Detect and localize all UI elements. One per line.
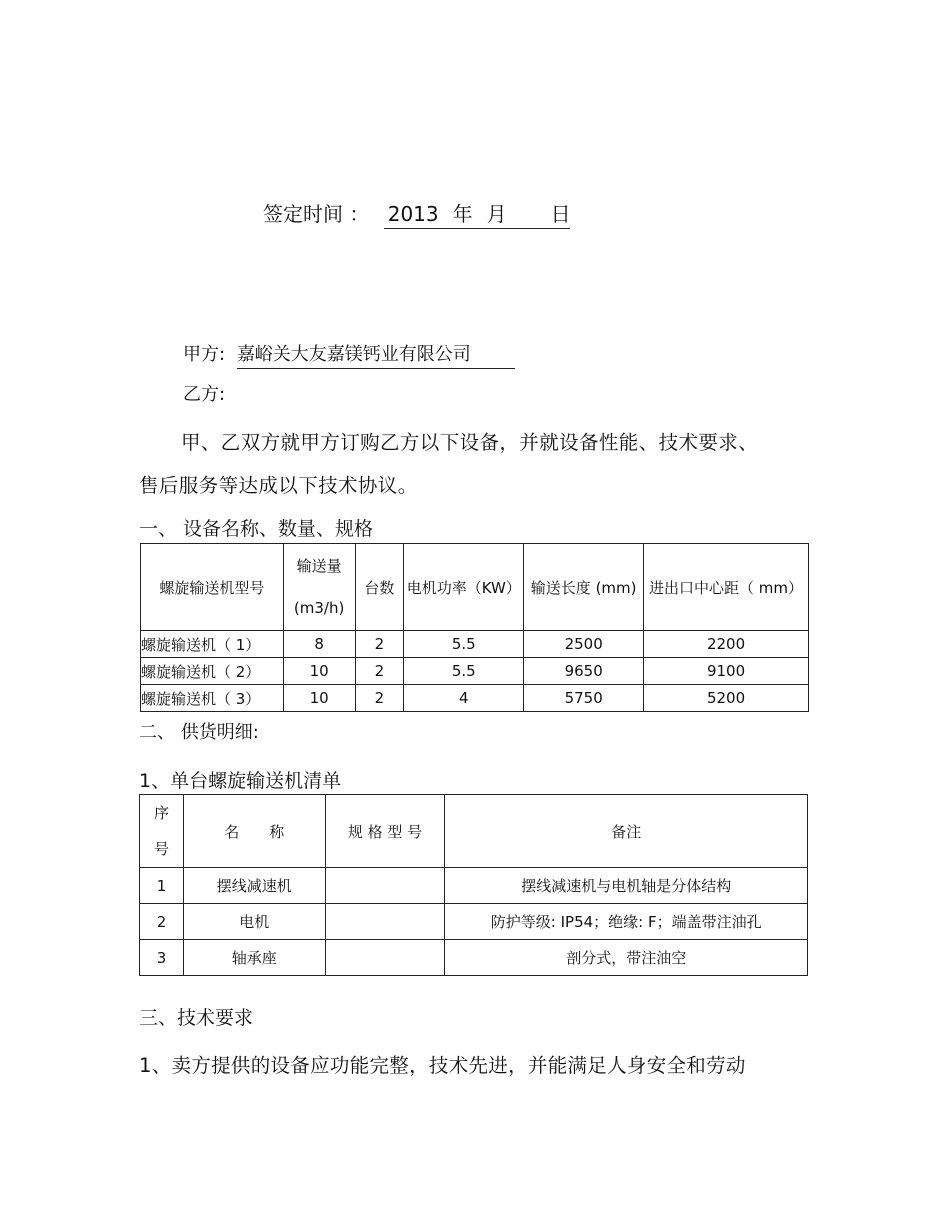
header-count: 台数 (355, 544, 404, 631)
header-flow: 输送量 (m3/h) (283, 544, 355, 631)
intro-paragraph-line-1: 甲、乙双方就甲方订购乙方以下设备，并就设备性能、技术要求、 (181, 431, 759, 454)
header-model: 螺旋输送机型号 (141, 544, 284, 631)
table-header-row (141, 544, 809, 631)
header-spec: 规 格 型 号 (325, 795, 445, 868)
section-heading-supply: 二、 供货明细: (139, 722, 259, 743)
signing-date-value: 2013 年 月 日 (384, 198, 570, 229)
section-heading-tech-requirements: 三、技术要求 (139, 1007, 254, 1029)
party-a-label: 甲方: (183, 344, 226, 365)
signing-date (263, 198, 570, 229)
equipment-spec-table (140, 543, 809, 712)
table-row: 3 轴承座 剖分式，带注油空 (140, 940, 808, 976)
header-power: 电机功率（KW） (404, 544, 524, 631)
header-length: 输送长度 (mm) (524, 544, 644, 631)
table-header-row (140, 795, 808, 868)
intro-paragraph-line-2: 售后服务等达成以下技术协议。 (139, 474, 418, 497)
party-b (183, 380, 225, 406)
header-note: 备注 (445, 795, 808, 868)
parts-list-table (139, 794, 808, 976)
subheading-parts-list: 1、单台螺旋输送机清单 (139, 770, 342, 792)
requirement-paragraph-1: 1、卖方提供的设备应功能完整，技术先进，并能满足人身安全和劳动 (139, 1054, 746, 1077)
header-distance: 进出口中心距（ mm） (644, 544, 809, 631)
party-b-label: 乙方: (183, 384, 226, 405)
header-seq: 序号 (140, 795, 184, 868)
party-a-name: 嘉峪关大友嘉镁钙业有限公司 (237, 340, 515, 369)
signing-date-label: 签定时间 ： (263, 202, 370, 226)
header-name: 名 称 (183, 795, 325, 868)
table-row: 1 摆线减速机 摆线减速机与电机轴是分体结构 (140, 868, 808, 904)
table-row: 螺旋输送机（ 1） 8 2 5.5 2500 2200 (141, 631, 809, 658)
party-a (183, 340, 515, 369)
section-heading-equipment: 一、 设备名称、数量、规格 (139, 518, 374, 540)
table-row: 螺旋输送机（ 2） 10 2 5.5 9650 9100 (141, 658, 809, 685)
table-row: 2 电机 防护等级: IP54；绝缘: F；端盖带注油孔 (140, 904, 808, 940)
table-row: 螺旋输送机（ 3） 10 2 4 5750 5200 (141, 685, 809, 712)
